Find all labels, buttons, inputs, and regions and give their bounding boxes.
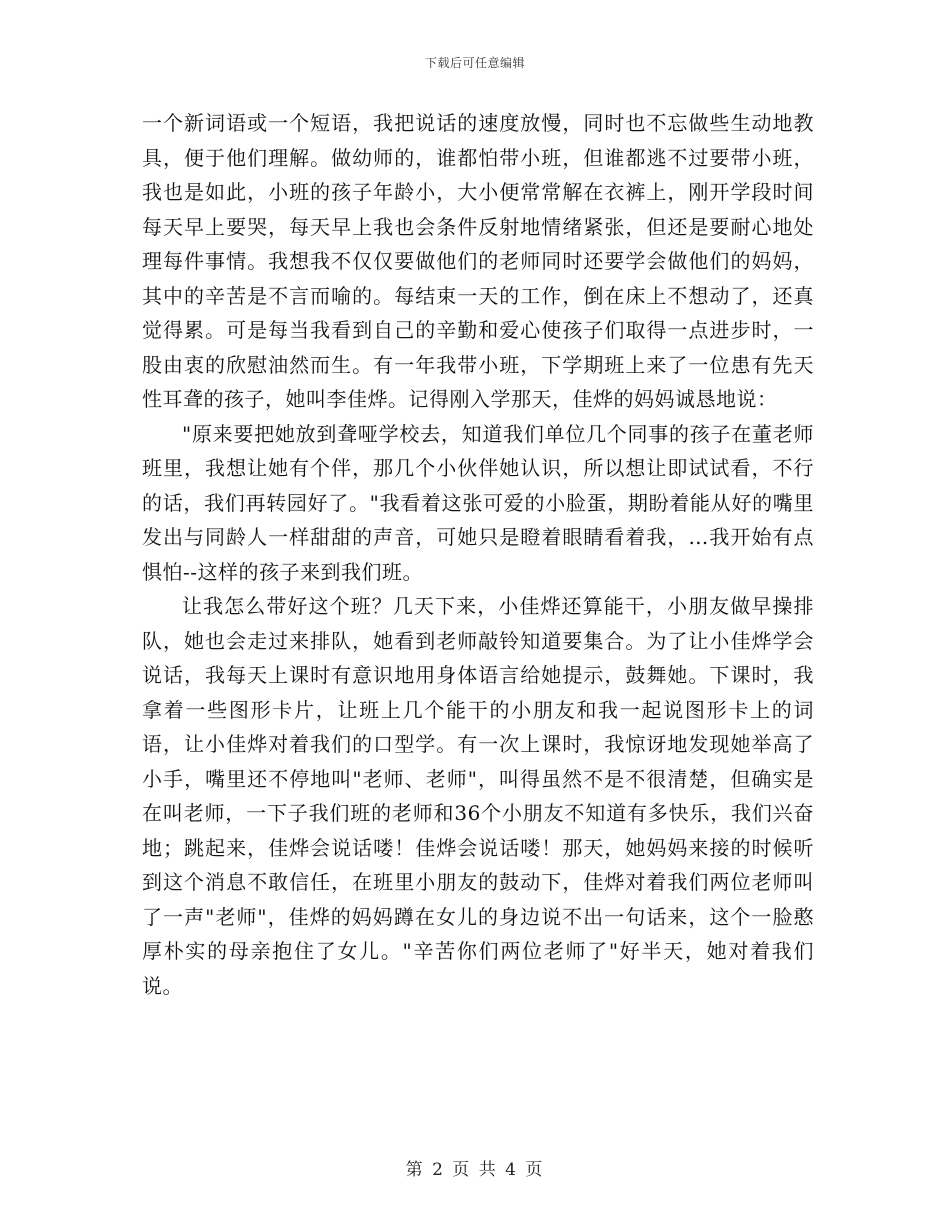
page-header: 下载后可任意编辑 xyxy=(424,56,525,70)
document-body xyxy=(142,106,814,1003)
paragraph-3: 让我怎么带好这个班？几天下来，小佳烨还算能干，小朋友做早操排队，她也会走过来排队，她看到老师敲铃知道要集合。为了让小佳烨学会说话，我每天上课时有意识地用身体语言给她提示，鼓舞她。下课时，我拿着一些图形卡片，让班上几个能干的小朋友和我一起说图形卡上的词语，让小佳烨对着我们的口型学。有一次上课时，我惊讶地发现她举高了小手，嘴里还不停地叫"老师、老师"，叫得虽然不是不很清楚，但确实是在叫老师，一下子我们班的老师和36个小朋友不知道有多快乐，我们兴奋地；跳起来，佳烨会说话喽！佳烨会说话喽！那天，她妈妈来接的时候听到这个消息不敢信任，在班里小朋友的鼓动下，佳烨对着我们两位老师叫了一声"老师"，佳烨的妈妈蹲在女儿的身边说不出一句话来，这个一脸憨厚朴实的母亲抱住了女儿。"辛苦你们两位老师了"好半天，她对着我们说。 xyxy=(142,594,814,998)
paragraph-1: 一个新词语或一个短语，我把说话的速度放慢，同时也不忘做些生动地教具，便于他们理解。做幼师的，谁都怕带小班，但谁都逃不过要带小班，我也是如此，小班的孩子年龄小，大小便常常解在衣裤上，刚开学段时间每天早上要哭，每天早上我也会条件反射地情绪紧张，但还是要耐心地处理每件事情。我想我不仅仅要做他们的老师同时还要学会做他们的妈妈，其中的辛苦是不言而喻的。每结束一天的工作，倒在床上不想动了，还真觉得累。可是每当我看到自己的辛勤和爱心使孩子们取得一点进步时，一股由衷的欣慰油然而生。有一年我带小班，下学期班上来了一位患有先天性耳聋的孩子，她叫李佳烨。记得刚入学那天，佳烨的妈妈诚恳地说： xyxy=(142,111,814,411)
page-footer: 第 2 页 共 4 页 xyxy=(405,1160,545,1180)
paragraph-2: "原来要把她放到聋哑学校去，知道我们单位几个同事的孩子在董老师班里，我想让她有个伴，那几个小伙伴她认识，所以想让即试试看，不行的话，我们再转园好了。"我看着这张可爱的小脸蛋，期盼着能从好的嘴里发出与同龄人一样甜甜的声音，可她只是瞪着眼睛看着我，…我开始有点惧怕--这样的孩子来到我们班。 xyxy=(142,421,814,584)
